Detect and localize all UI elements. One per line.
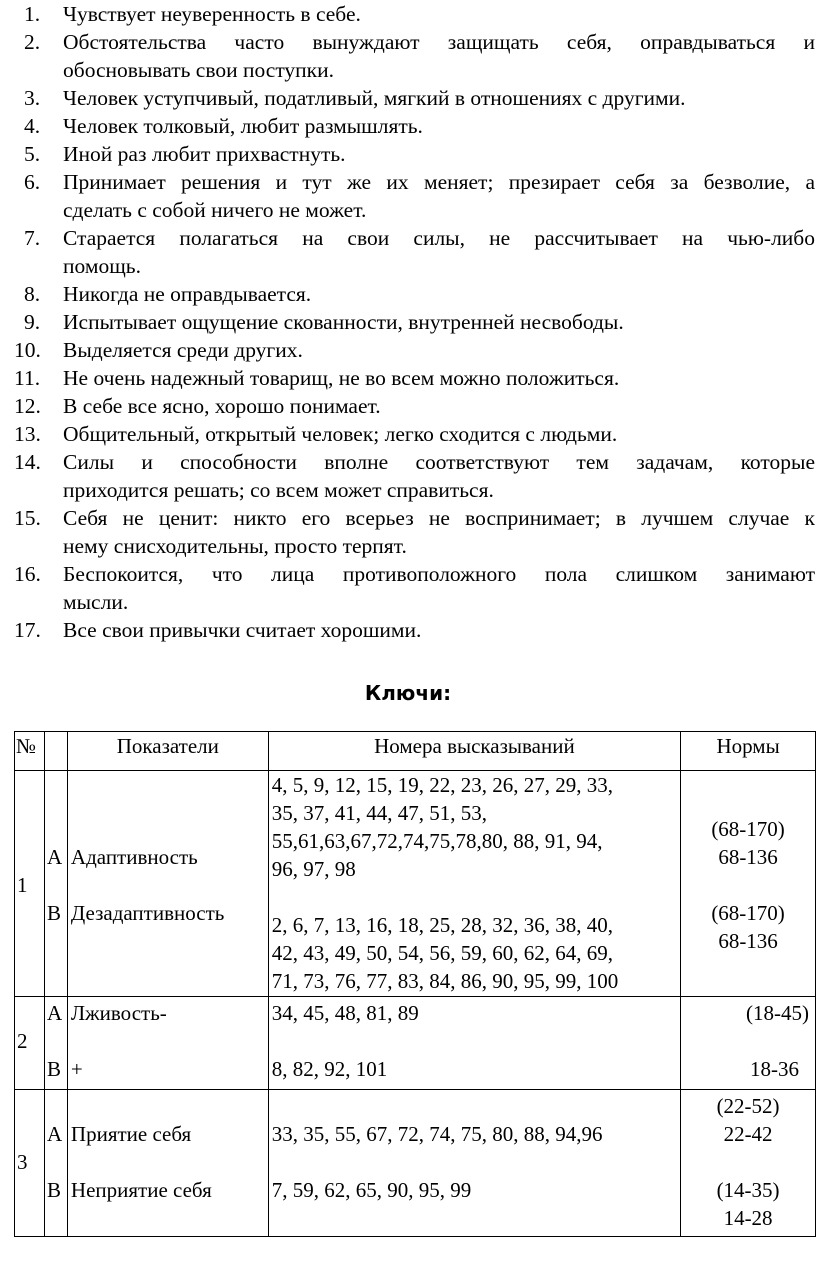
list-item xyxy=(0,308,816,336)
item-text: приходится решать; со всем может справиться. xyxy=(63,478,494,502)
list-item xyxy=(0,504,816,560)
subgroup-b: В xyxy=(46,1057,61,1081)
item-text: нему снисходительны, просто терпят. xyxy=(63,534,407,558)
statements-cell xyxy=(268,1090,680,1237)
norms-cell xyxy=(681,997,816,1090)
item-number: 11. xyxy=(14,366,41,390)
item-number: 15. xyxy=(14,506,41,530)
indicator-a: Лживость- xyxy=(70,1001,167,1025)
subgroup-a: А xyxy=(46,1122,63,1146)
list-item xyxy=(0,84,816,112)
statements-b-line: 7, 59, 62, 65, 90, 95, 99 xyxy=(271,1178,472,1202)
statements-a-line: 35, 37, 41, 44, 47, 51, 53, xyxy=(271,801,487,825)
item-number: 5. xyxy=(24,142,41,166)
row-number: 3 xyxy=(17,1150,28,1174)
item-text: Силы и способности вполне соответствуют тем задачам, которые xyxy=(63,450,815,474)
indicator-cell xyxy=(67,1090,268,1237)
row-number-cell xyxy=(15,771,45,997)
item-text: В себе все ясно, хорошо понимает. xyxy=(63,394,381,418)
list-item xyxy=(0,112,816,140)
row-number-cell xyxy=(15,997,45,1090)
item-number: 1. xyxy=(24,2,41,26)
keys-heading: Ключи: xyxy=(364,681,452,705)
header-number: № xyxy=(15,732,45,771)
table-row xyxy=(15,1090,816,1237)
list-item xyxy=(0,224,816,280)
subgroup-a: А xyxy=(46,1001,63,1025)
item-text: Обстоятельства часто вынуждают защищать себя, оправдываться и xyxy=(63,30,815,54)
item-number: 13. xyxy=(14,422,41,446)
subgroup-cell xyxy=(44,1090,67,1237)
item-text: помощь. xyxy=(63,254,141,278)
row-number-cell xyxy=(15,1090,45,1237)
item-text: Старается полагаться на свои силы, не рассчитывает на чью-либо xyxy=(63,226,815,250)
table-row xyxy=(15,771,816,997)
item-number: 3. xyxy=(24,86,41,110)
statements-a-line: 4, 5, 9, 12, 15, 19, 22, 23, 26, 27, 29, 33, xyxy=(271,773,613,797)
list-item xyxy=(0,616,816,644)
item-number: 7. xyxy=(24,226,41,250)
header-statements: Номера высказываний xyxy=(268,732,680,771)
item-text: Человек уступчивый, податливый, мягкий в отношениях с другими. xyxy=(63,86,686,110)
norm-a: (22-52) xyxy=(716,1094,780,1118)
item-number: 16. xyxy=(14,562,41,586)
list-item xyxy=(0,392,816,420)
statements-a-line: 55,61,63,67,72,74,75,78,80, 88, 91, 94, xyxy=(271,829,603,853)
indicator-a: Адаптивность xyxy=(70,845,198,869)
item-text: Испытывает ощущение скованности, внутренней несвободы. xyxy=(63,310,624,334)
subgroup-b: В xyxy=(46,901,61,925)
norms-cell xyxy=(681,1090,816,1237)
statements-a-line: 34, 45, 48, 81, 89 xyxy=(271,1001,419,1025)
item-text: Чувствует неуверенность в себе. xyxy=(63,2,361,26)
norms-cell xyxy=(681,771,816,997)
norm-b: 14-28 xyxy=(723,1206,773,1230)
keys-table xyxy=(14,731,816,1237)
item-text: мысли. xyxy=(63,590,129,614)
list-item xyxy=(0,364,816,392)
item-number: 2. xyxy=(24,30,41,54)
list-item xyxy=(0,28,816,84)
indicator-b: Неприятие себя xyxy=(70,1178,212,1202)
item-text: Все свои привычки считает хорошими. xyxy=(63,618,422,642)
item-text: Себя не ценит: никто его всерьез не воспринимает; в лучшем случае к xyxy=(63,506,815,530)
statements-a-line: 33, 35, 55, 67, 72, 74, 75, 80, 88, 94,96 xyxy=(271,1122,603,1146)
header-subgroup xyxy=(44,732,67,771)
list-item xyxy=(0,448,816,504)
header-norms: Нормы xyxy=(681,732,816,771)
item-text: Принимает решения и тут же их меняет; презирает себя за безволие, а xyxy=(63,170,815,194)
subgroup-cell xyxy=(44,771,67,997)
norm-b: 18-36 xyxy=(750,1057,799,1081)
subgroup-b: В xyxy=(46,1178,61,1202)
list-item xyxy=(0,420,816,448)
item-text: Беспокоится, что лица противоположного пола слишком занимают xyxy=(63,562,815,586)
list-item xyxy=(0,560,816,616)
item-number: 8. xyxy=(24,282,41,306)
norm-b: (14-35) xyxy=(716,1178,780,1202)
list-item xyxy=(0,280,816,308)
item-text: Человек толковый, любит размышлять. xyxy=(63,114,423,138)
item-number: 6. xyxy=(24,170,41,194)
norm-b: (68-170) xyxy=(711,901,785,925)
norm-a: 68-136 xyxy=(718,845,778,869)
indicator-b: Дезадаптивность xyxy=(70,901,225,925)
list-item xyxy=(0,168,816,224)
norm-a: 22-42 xyxy=(723,1122,773,1146)
indicator-a: Приятие себя xyxy=(70,1122,192,1146)
indicator-cell xyxy=(67,771,268,997)
indicator-cell xyxy=(67,997,268,1090)
item-number: 10. xyxy=(14,338,41,362)
statements-b-line: 71, 73, 76, 77, 83, 84, 86, 90, 95, 99, 100 xyxy=(271,969,619,993)
item-text: обосновывать свои поступки. xyxy=(63,58,335,82)
statements-b-line: 2, 6, 7, 13, 16, 18, 25, 28, 32, 36, 38, 40, xyxy=(271,913,613,937)
table-header-row xyxy=(15,732,816,771)
list-item xyxy=(0,0,816,28)
subgroup-a: А xyxy=(46,845,63,869)
item-number: 4. xyxy=(24,114,41,138)
list-item xyxy=(0,336,816,364)
item-text: сделать с собой ничего не может. xyxy=(63,198,367,222)
statements-b-line: 42, 43, 49, 50, 54, 56, 59, 60, 62, 64, 69, xyxy=(271,941,613,965)
item-number: 14. xyxy=(14,450,41,474)
header-indicators: Показатели xyxy=(67,732,268,771)
statements-a-line: 96, 97, 98 xyxy=(271,857,356,881)
norm-a: (18-45) xyxy=(746,1001,809,1025)
item-number: 9. xyxy=(24,310,41,334)
norm-b: 68-136 xyxy=(718,929,778,953)
norm-a: (68-170) xyxy=(711,817,785,841)
item-number: 17. xyxy=(14,618,41,642)
subgroup-cell xyxy=(44,997,67,1090)
statements-cell xyxy=(268,771,680,997)
table-row xyxy=(15,997,816,1090)
item-text: Иной раз любит прихвастнуть. xyxy=(63,142,346,166)
statements-cell xyxy=(268,997,680,1090)
item-text: Не очень надежный товарищ, не во всем можно положиться. xyxy=(63,366,620,390)
list-item xyxy=(0,140,816,168)
indicator-b: + xyxy=(70,1057,83,1081)
row-number: 1 xyxy=(17,873,28,897)
item-text: Общительный, открытый человек; легко сходится с людьми. xyxy=(63,422,618,446)
row-number: 2 xyxy=(17,1029,28,1053)
item-text: Никогда не оправдывается. xyxy=(63,282,312,306)
item-text: Выделяется среди других. xyxy=(63,338,303,362)
statements-b-line: 8, 82, 92, 101 xyxy=(271,1057,388,1081)
item-number: 12. xyxy=(14,394,41,418)
